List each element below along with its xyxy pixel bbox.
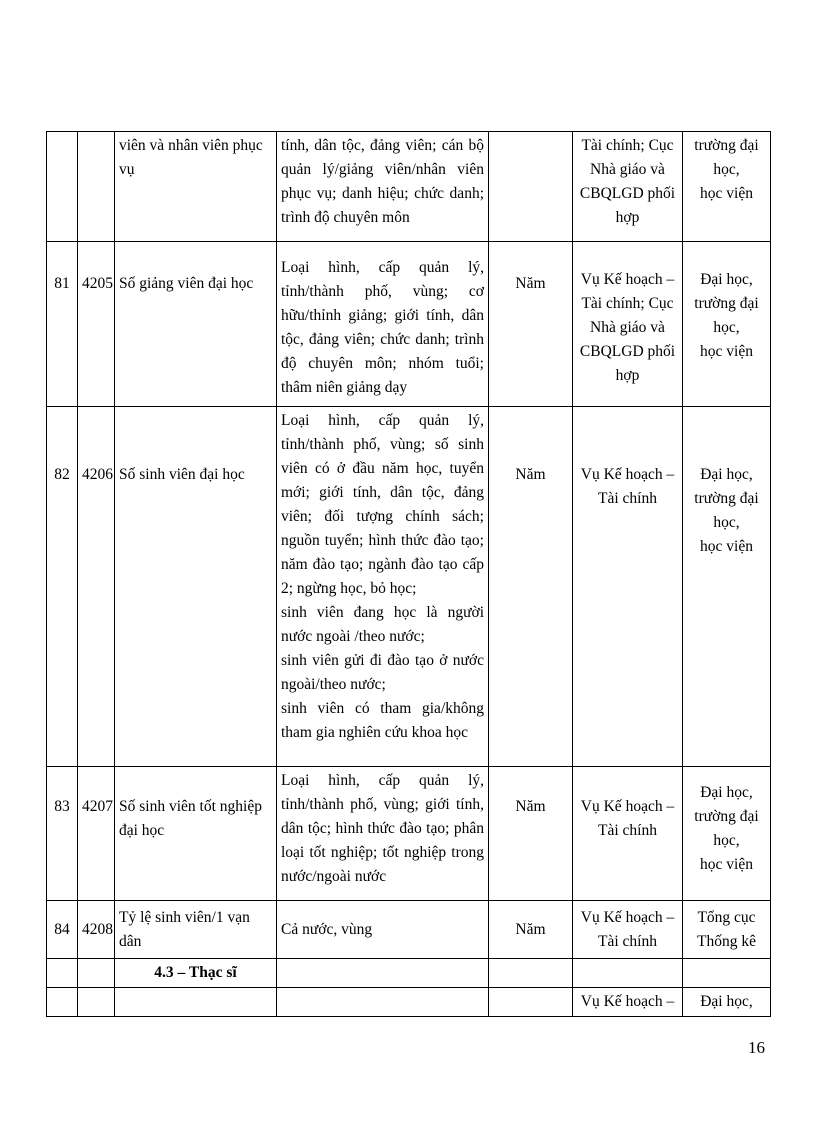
disaggregation-level	[683, 901, 771, 959]
indicator-code: 4208	[78, 901, 115, 959]
detail-paragraph: sinh viên gửi đi đào tạo ở nước ngoài/theo nước;	[281, 652, 484, 693]
agency-line: Tài chính; Cục	[581, 295, 674, 312]
agency-line: Tài chính	[598, 490, 657, 507]
level-line: trường đại	[694, 137, 759, 154]
empty-cell	[277, 988, 489, 1017]
agency-line: Vụ Kế hoạch –	[580, 908, 675, 926]
breakdown-detail	[277, 407, 489, 767]
empty-cell	[489, 959, 573, 988]
empty-cell	[78, 959, 115, 988]
breakdown-detail: tính, dân tộc, đảng viên; cán bộ quản lý/giảng viên/nhân viên phục vụ; danh hiệu; chức danh; trình độ chuyên môn	[277, 132, 489, 242]
agency-line: Vụ Kế hoạch –	[580, 798, 675, 815]
disaggregation-level: Đại học,	[683, 988, 771, 1017]
reporting-period: Năm	[489, 901, 573, 959]
level-line: Đại học,	[700, 784, 753, 801]
level-line: học viện	[700, 185, 753, 202]
indicator-name: Số giảng viên đại học	[115, 242, 277, 407]
page-number: 16	[748, 1038, 765, 1057]
level-line: Thống kê	[697, 932, 756, 950]
detail-paragraph: Loại hình, cấp quản lý, tỉnh/thành phố, vùng; số sinh viên có ở đầu năm học, tuyển mới; giới tính, dân tộc, đảng viên; đối tượng chính sách; nguồn tuyển; hình thức đào tạo; năm đào tạo; ngành đào tạo cấp 2; ngừng học, bỏ học;	[281, 412, 484, 597]
reporting-period: Năm	[489, 767, 573, 901]
row-number: 84	[47, 901, 78, 959]
reporting-period: Năm	[489, 407, 573, 767]
agency-line: Nhà giáo và	[590, 161, 665, 178]
agency-line: CBQLGD phối	[579, 343, 676, 360]
agency-line: CBQLGD phối	[579, 185, 676, 202]
indicator-name: Số sinh viên đại học	[115, 407, 277, 767]
reporting-period	[489, 132, 573, 242]
empty-cell	[115, 988, 277, 1017]
indicator-code: 4205	[78, 242, 115, 407]
responsible-agency	[573, 132, 683, 242]
table-row	[47, 988, 771, 1017]
indicator-code: 4206	[78, 407, 115, 767]
row-number: 82	[47, 407, 78, 767]
level-line: học viện	[700, 343, 753, 360]
statistics-indicator-table	[46, 131, 771, 1017]
disaggregation-level	[683, 767, 771, 901]
level-line: học viện	[700, 856, 753, 873]
empty-cell	[573, 959, 683, 988]
table-row	[47, 901, 771, 959]
disaggregation-level	[683, 407, 771, 767]
level-line: Đại học,	[700, 466, 753, 483]
level-line: học viện	[700, 538, 753, 555]
level-line: Tổng cục	[697, 908, 756, 926]
row-number: 83	[47, 767, 78, 901]
reporting-period: Năm	[489, 242, 573, 407]
responsible-agency	[573, 901, 683, 959]
indicator-name: Số sinh viên tốt nghiệp đại học	[115, 767, 277, 901]
responsible-agency	[573, 242, 683, 407]
responsible-agency	[573, 767, 683, 901]
empty-cell	[683, 959, 771, 988]
indicator-code	[78, 132, 115, 242]
level-line: học,	[713, 319, 740, 336]
indicator-name: Tỷ lệ sinh viên/1 vạn dân	[115, 901, 277, 959]
level-line: học,	[713, 832, 740, 849]
indicator-name: viên và nhân viên phục vụ	[115, 132, 277, 242]
table-row	[47, 407, 771, 767]
breakdown-detail: Cả nước, vùng	[277, 901, 489, 959]
agency-line: Tài chính	[598, 822, 657, 839]
agency-line: hợp	[615, 209, 640, 226]
responsible-agency: Vụ Kế hoạch –	[573, 988, 683, 1017]
table-row	[47, 767, 771, 901]
empty-cell	[78, 988, 115, 1017]
empty-cell	[277, 959, 489, 988]
level-line: trường đại	[694, 295, 759, 312]
empty-cell	[47, 988, 78, 1017]
disaggregation-level	[683, 132, 771, 242]
level-line: trường đại	[694, 808, 759, 825]
row-number: 81	[47, 242, 78, 407]
detail-paragraph: sinh viên có tham gia/không tham gia nghiên cứu khoa học	[281, 700, 484, 741]
indicator-code: 4207	[78, 767, 115, 901]
section-title: 4.3 – Thạc sĩ	[115, 959, 277, 988]
table-row	[47, 132, 771, 242]
agency-line: hợp	[615, 367, 640, 384]
agency-line: Vụ Kế hoạch –	[580, 466, 675, 483]
breakdown-detail: Loại hình, cấp quản lý, tỉnh/thành phố, vùng; giới tính, dân tộc; hình thức đào tạo; phân loại tốt nghiệp; tốt nghiệp trong nước/ngoài nước	[277, 767, 489, 901]
agency-line: Vụ Kế hoạch –	[580, 271, 675, 288]
empty-cell	[489, 988, 573, 1017]
agency-line: Nhà giáo và	[590, 319, 665, 336]
level-line: Đại học,	[700, 271, 753, 288]
responsible-agency	[573, 407, 683, 767]
detail-paragraph: sinh viên đang học là người nước ngoài /theo nước;	[281, 604, 484, 645]
row-number	[47, 132, 78, 242]
section-header-row	[47, 959, 771, 988]
disaggregation-level	[683, 242, 771, 407]
level-line: học,	[713, 514, 740, 531]
agency-line: Tài chính; Cục	[581, 137, 674, 154]
level-line: học,	[713, 161, 740, 178]
table-row	[47, 242, 771, 407]
agency-line: Tài chính	[598, 932, 657, 950]
empty-cell	[47, 959, 78, 988]
breakdown-detail: Loại hình, cấp quản lý, tỉnh/thành phố, vùng; cơ hữu/thỉnh giảng; giới tính, dân tộc, đảng viên; chức danh; trình độ chuyên môn; nhóm tuổi; thâm niên giảng dạy	[277, 242, 489, 407]
level-line: trường đại	[694, 490, 759, 507]
